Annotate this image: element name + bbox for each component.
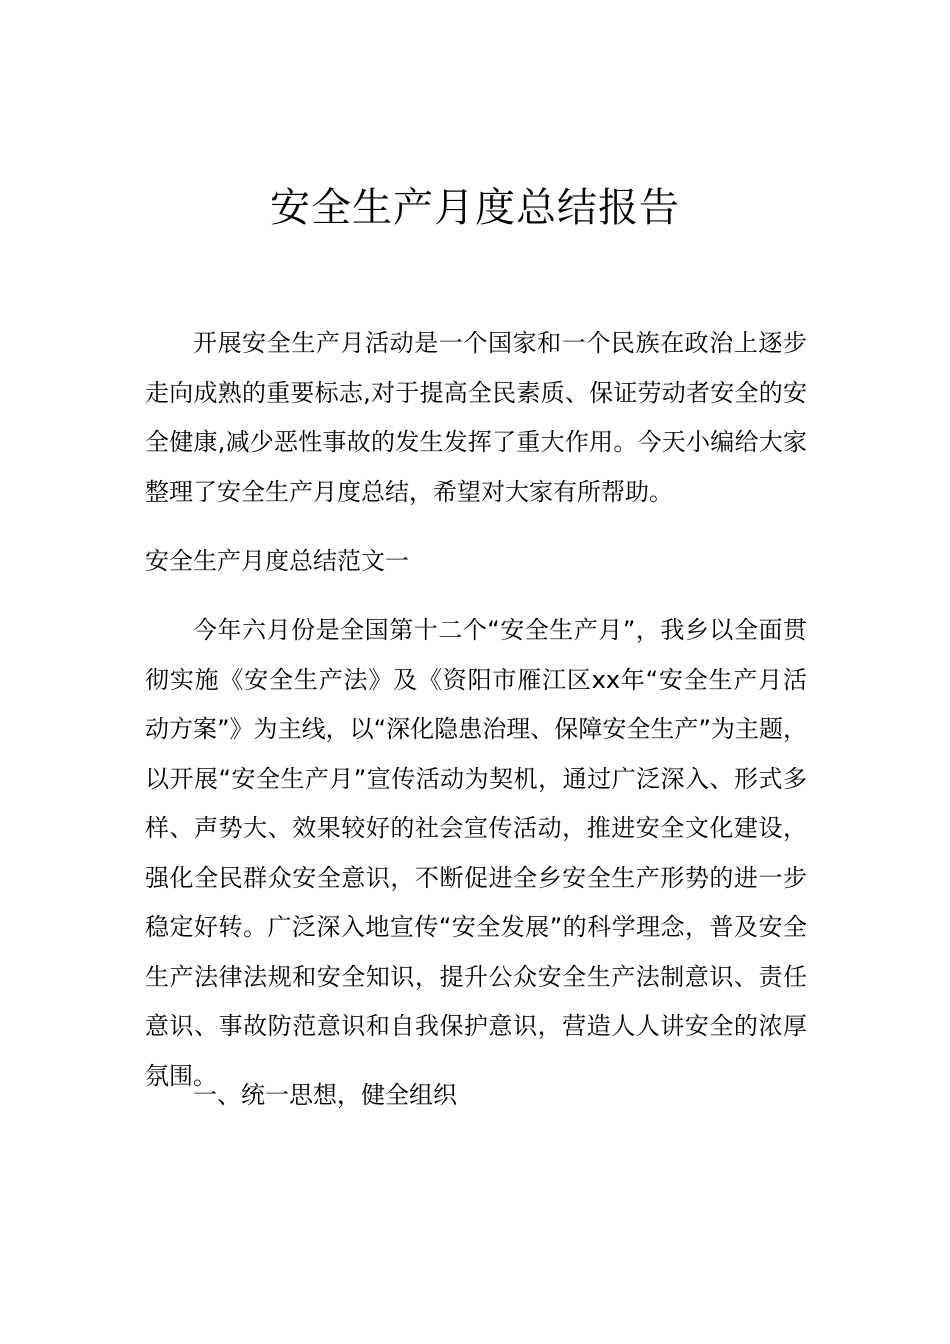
subheading: 安全生产月度总结范文一	[145, 547, 409, 575]
document-title: 安全生产月度总结报告	[270, 185, 680, 231]
intro-paragraph: 开展安全生产月活动是一个国家和一个民族在政治上逐步走向成熟的重要标志,对于提高全民素质、保证劳动者安全的安全健康,减少恶性事故的发生发挥了重大作用。今天小编给大家整理了安全生产月度总结，希望对大家有所帮助。	[145, 329, 807, 506]
main-paragraph: 今年六月份是全国第十二个“安全生产月”，我乡以全面贯彻实施《安全生产法》及《资阳市雁江区xx年“安全生产月活动方案”》为主线，以“深化隐患治理、保障安全生产”为主题，以开展“安全生产月”宣传活动为契机，通过广泛深入、形式多样、声势大、效果较好的社会宣传活动，推进安全文化建设，强化全民群众安全意识，不断促进全乡安全生产形势的进一步稳定好转。广泛深入地宣传“安全发展”的科学理念，普及安全生产法律法规和安全知识，提升公众安全生产法制意识、责任意识、事故防范意识和自我保护意识，营造人人讲安全的浓厚氛围。	[145, 616, 807, 1090]
section-heading: 一、统一思想，健全组织	[193, 1081, 457, 1109]
